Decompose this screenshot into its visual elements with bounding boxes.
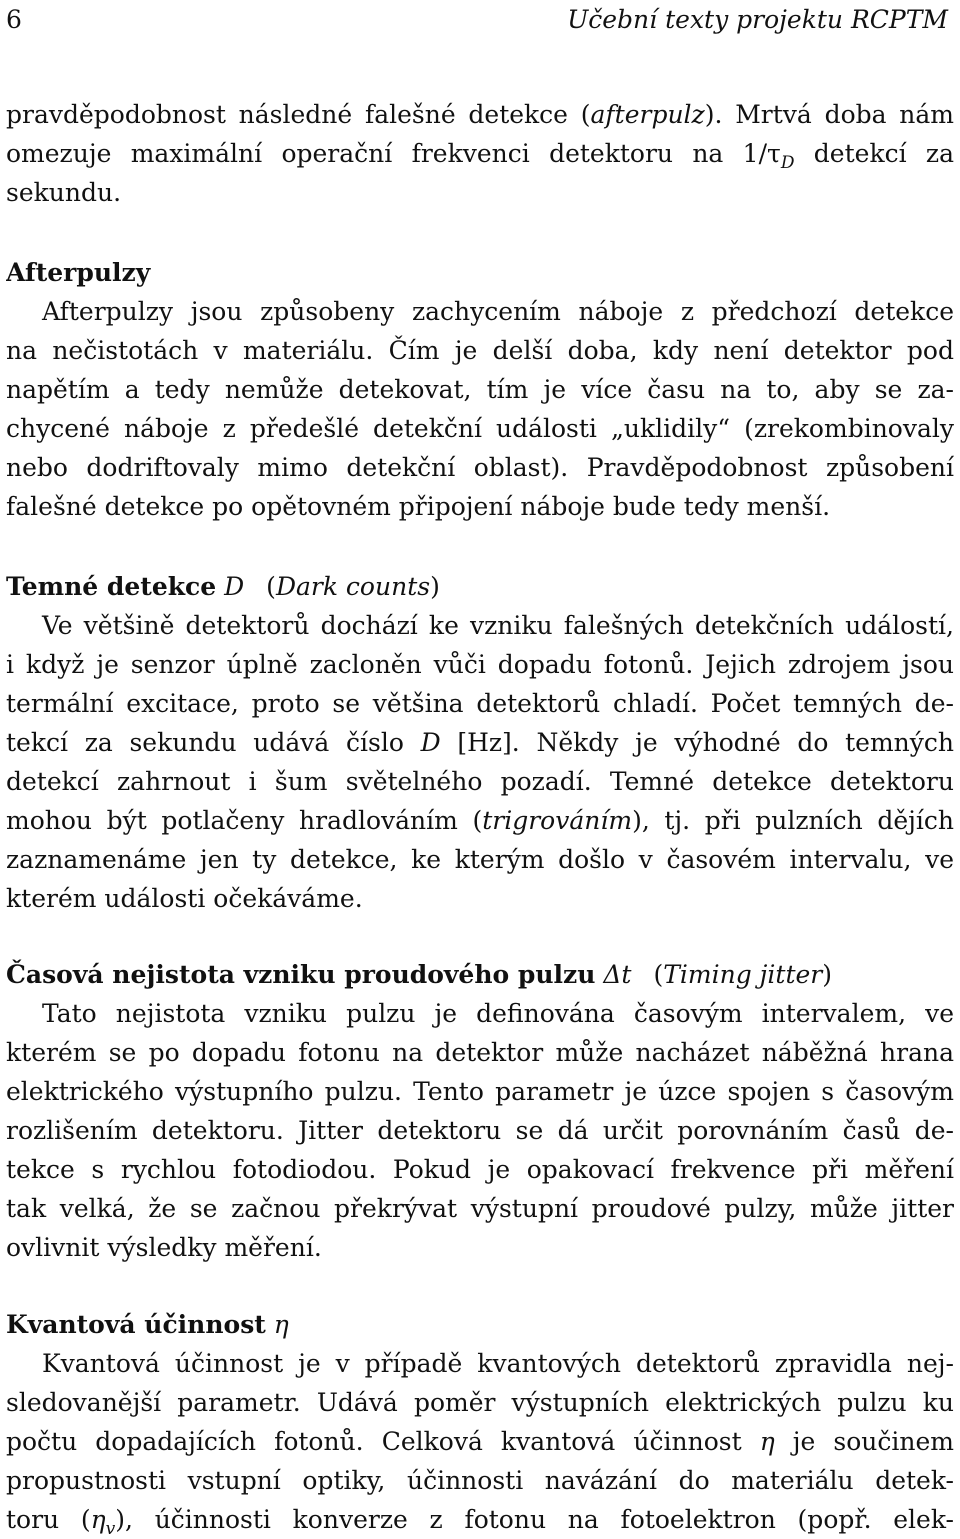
text-line: propustnosti vstupní optiky, účinnosti navázání do materiálu detek- [6,1466,954,1495]
text-line: počtu dopadajících fotonů. Celková kvantová účinnost η je součinem [6,1427,954,1456]
text-line: tak velká, že se začnou překrývat výstupní proudové pulzy, může jitter [6,1194,954,1223]
section-heading: Afterpulzy [6,258,151,287]
text-line: Afterpulzy jsou způsobeny zachycením náboje z předchozí detekce [42,297,954,326]
text-line: Ve většině detektorů dochází ke vzniku falešných detekčních událostí, [42,611,954,640]
symbol-eta: η [273,1310,289,1339]
running-title: Učební texty projektu RCPTM [567,5,948,34]
intro-paragraph [6,95,954,212]
text-line: rozlišením detektoru. Jitter detektoru se dá určit porovnáním časů de- [6,1116,954,1145]
text-line: omezuje maximální operační frekvenci detektoru na $1/\tau_D$ detekcí za [6,139,954,173]
text-line: kterém události očekáváme. [6,884,363,913]
section-quantum-efficiency [6,1305,954,1539]
section-heading: Temné detekce D (Dark counts) [6,572,440,601]
text-line: kterém se po dopadu fotonu na detektor může nacházet náběžná hrana [6,1038,954,1067]
section-afterpulzy [6,253,954,526]
text-line: napětím a tedy nemůže detekovat, tím je více času na to, aby se za- [6,375,954,404]
text-line: i když je senzor úplně zacloněn vůči dopadu fotonů. Jejich zdrojem jsou [6,650,954,679]
section-heading: Časová nejistota vzniku proudového pulzu Δt (Timing jitter) [6,960,833,989]
page-number: 6 [6,5,22,34]
symbol-delta-t: Δt [603,960,632,989]
text-line: detekcí zahrnout i šum světelného pozadí. Temné detekce detektoru [6,767,954,796]
text-line: toru $(\eta_v)$, účinnosti konverze z fotonu na fotoelektron (popř. elek- [6,1505,954,1539]
text-line: mohou být potlačeny hradlováním (trigrováním), tj. při pulzních dějích [6,806,954,835]
text-line: Kvantová účinnost je v případě kvantových detektorů zpravidla nej- [42,1349,954,1378]
text-line: zaznamenáme jen ty detekce, ke kterým došlo v časovém intervalu, ve [6,845,954,874]
page-header [6,0,948,38]
text-line: falešné detekce po opětovném připojení náboje bude tedy menší. [6,492,831,521]
symbol-d: D [224,572,245,601]
text-line: na nečistotách v materiálu. Čím je delší doba, kdy není detektor pod [6,336,954,365]
text-line: Tato nejistota vzniku pulzu je definována časovým intervalem, ve [42,999,954,1028]
section-heading: Kvantová účinnost η [6,1310,289,1339]
text-line: nebo dodriftovaly mimo detekční oblast). Pravděpodobnost způsobení [6,453,954,482]
text-line: pravděpodobnost následné falešné detekce (afterpulz). Mrtvá doba nám [6,100,954,129]
text-line: termální excitace, proto se většina detektorů chladí. Počet temných de- [6,689,954,718]
text-line: chycené náboje z předešlé detekční události „uklidily“ (zrekombinovaly [6,414,954,443]
text-line: ovlivnit výsledky měření. [6,1233,322,1262]
text-line: tekce s rychlou fotodiodou. Pokud je opakovací frekvence při měření [6,1155,954,1184]
text-line: sekundu. [6,178,122,207]
text-line: sledovanější parametr. Udává poměr výstupních elektrických pulzu ku [6,1388,954,1417]
text-line: elektrického výstupního pulzu. Tento parametr je úzce spojen s časovým [6,1077,954,1106]
text-line: tekcí za sekundu udává číslo D [Hz]. Někdy je výhodné do temných [6,728,954,757]
section-timing-jitter [6,955,954,1267]
section-dark-counts [6,567,954,918]
